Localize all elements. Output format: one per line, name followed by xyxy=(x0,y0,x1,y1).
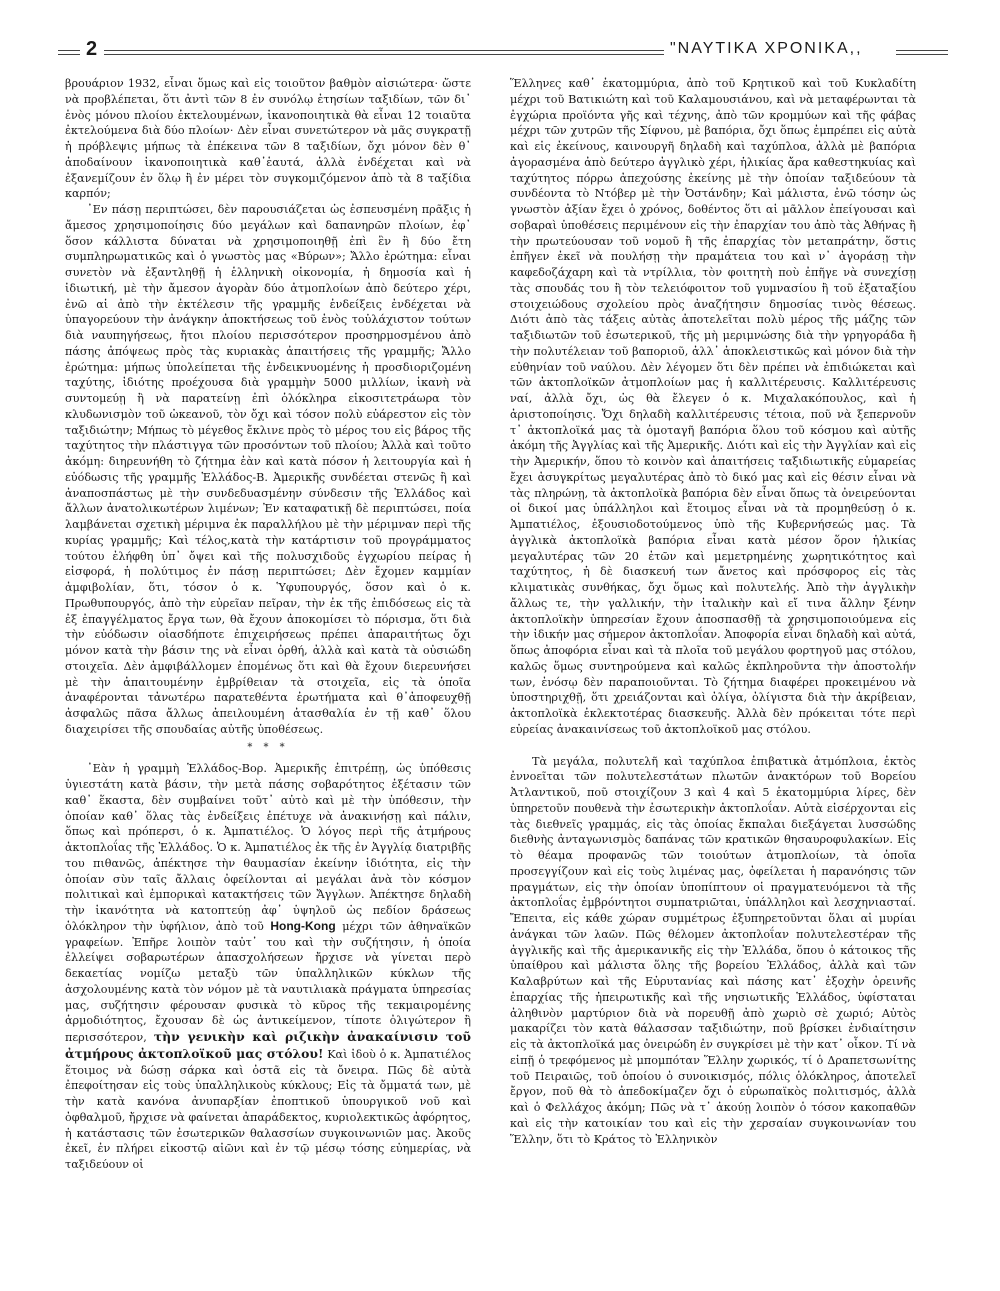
paragraph: Ἕλληνες καθ᾽ ἑκατομμύρια, ἀπὸ τοῦ Κρητικοῦ καὶ τοῦ Κυκλαδίτη μέχρι τοῦ Βατικιώτη καὶ τοῦ Καλαμουσιάνου, καὶ νὰ μεταφέρωνται τὰ ἐγχώρια προϊόντα γῆς καὶ τέχνης, ἀπὸ τῶν κρομμύων καὶ τῆς φάβας μέχρι τῶν χυτρῶν τῆς Σίφνου, μὲ βαπόρια, ὄχι ὅπως ἐμπρέπει εἰς αὐτὰ καὶ εἰς ἐκείνους, καινουργῆ δηλαδὴ καὶ ταχύπλοα, ἀλλὰ μὲ βαπόρια ἀγορασμένα ἀπὸ δεύτερο ἀγγλικὸ χέρι, ἡλικίας ἄρα καθεστηκυίας καὶ ταχύτητος πόρρω ἀπεχούσης ἐκείνης μὲ τὴν ὁποίαν ταξιδεύουν τὰ συνδέοντα τὸ Ντόβερ μὲ τὴν Ὀστάνδην; Καὶ μάλιστα, ἐνῶ τόσην ὡς γνωστὸν ἀξίαν ἔχει ὁ χρόνος, δοθέντος ὅτι αἱ μᾶλλον ἐπείγουσαι καὶ σοβαραὶ ὑποθέσεις περιμένουν εἰς τὴν ἐπαρχίαν του ἀπὸ τὰς Ἀθήνας ἢ τὴν πρωτεύουσαν τοῦ νομοῦ ἢ τῆς ἐπαρχίας τὸν μεταπράτην, ὅστις ἐπῆγεν ἐκεῖ νὰ πουλήσῃ τὴν πραμάτεια του καὶ ν᾽ ἀγοράσῃ τὴν καφεδοζάχαρη καὶ τὰ ντρίλλια, τὸν φοιτητὴ ποὺ ἐπῆγε νὰ συνεχίσῃ τὰς σπουδάς του ἢ τὸν τελειόφοιτον τοῦ γυμνασίου ἢ τοῦ ἐξαταξίου στοιχειώδους σχολείου πρὸς ἀναζήτησιν δημοσίας τινὸς θέσεως. Διότι ἀπὸ τὰς τάξεις αὐτὰς ἀποτελεῖται πολὺ μέρος τῆς μάζης τῶν ταξιδιωτῶν τοῦ ἐσωτερικοῦ, τῆς μὴ μεριμνώσης διὰ τὴν γρηγοράδα ἢ τὴν πολυτέλειαν τοῦ βαποριοῦ, ἀλλ᾽ ἀποκλειστικῶς καὶ μόνον διὰ τὴν εὐθηνίαν τοῦ ναύλου. Δὲν λέγομεν ὅτι δὲν πρέπει νὰ ἐπιδιώκεται καὶ τῶν ἀκτοπλοϊκῶν ἀτμοπλοίων μας ἡ καλλιτέρευσις. Καλλιτέρευσις ναί, ἀλλὰ ὄχι, ὡς θὰ ἔλεγεν ὁ κ. Μιχαλακόπουλος, καὶ ἡ ἀριστοποίησις. Ὄχι δηλαδὴ καλλιτέρευσις τέτοια, ποῦ νὰ ξεπερνοῦν τ᾽ ἀκτοπλοϊκά μας τὰ ὁμοταγῆ βαπόρια ὅλου τοῦ κόσμου καὶ αὐτῆς ἀκόμη τῆς Ἀγγλίας καὶ τῆς Ἀμερικῆς. Διότι καὶ εἰς τὴν Ἀγγλίαν καὶ εἰς τὴν Ἀμερικήν, ὅπου τὸ κοινὸν καὶ ἀπαιτήσεις ταξιδιωτικῆς εὐμαρείας ἔχει ἀσυγκρίτως μεγαλυτέρας ἀπὸ τὸ δικό μας καὶ εἰς θέσιν εἶναι νὰ τὰς πληρώνῃ, τὰ ἀκτοπλοϊκὰ βαπόρια δὲν εἶναι ὅπως τὰ ὀνειρεύονται οἱ δικοί μας ὑπάλληλοι καὶ ἕτοιμος εἶναι νὰ τὰ προμηθεύσῃ ὁ κ. Ἀμπατιέλος, ἐξουσιοδοτούμενος ὑπὸ τῆς Κυβερνήσεώς μας. Τὰ ἀγγλικὰ ἀκτοπλοϊκὰ βαπόρια εἶναι κατὰ μέσον ὅρον ἡλικίας μεγαλυτέρας τῶν 20 ἐτῶν καὶ μεμετρημένης χωρητικότητος καὶ ταχύτητος, ἡ δὲ διασκευή των ἄνετος καὶ πρόσφορος εἰς τὰς κλιματικὰς συνθήκας, ὄχι ὅμως καὶ πολυτελής. Ἀπὸ τὴν ἀγγλικὴν ἄλλως τε, τὴν γαλλικήν, τὴν ἰταλικὴν καὶ εἴ τινα ἄλλην ξένην ἀκτοπλοϊκὴν ὑπηρεσίαν ἔχουν ἀποσπασθῇ τὰ χρησιμοποιούμενα εἰς τὴν ἰδικήν μας σήμερον ἀκτοπλοΐαν. Ἀποφορία εἶναι δηλαδὴ καὶ αὐτά, ὅπως ἀποφόρια εἶναι καὶ τὰ πλοῖα τοῦ μεγάλου φορτηγοῦ μας στόλου, καλῶς ὅμως συντηρούμενα καὶ καλῶς ἐκπληροῦντα τὴν ἀποστολήν των, ἐνόσῳ δὲν παραποιοῦνται. Τὸ ζήτημα διαφέρει προκειμένου νὰ ὑποστηριχθῇ, ὅτι χρειάζονται καὶ ὀλίγα, ὀλίγιστα διὰ τὴν ἀκρίβειαν, ἀκτοπλοϊκὰ ἐκλεκτοτέρας διασκευῆς. Ἀλλὰ δὲν πρόκειται τότε περὶ εὐρείας ἀνακαινίσεως τοῦ ἀκτοπλοϊκοῦ μας στόλου. xyxy=(510,77,916,736)
header-rule xyxy=(58,54,80,55)
journal-title: "ΝΑΥΤΙΚΑ ΧΡΟΝΙΚΑ,, xyxy=(670,40,863,57)
header-rule xyxy=(896,50,948,51)
header-rule xyxy=(104,54,664,55)
page-header xyxy=(58,36,948,66)
section-separator: * * * xyxy=(247,741,289,753)
page-number: 2 xyxy=(86,38,98,60)
right-column xyxy=(510,76,916,1256)
place-name: Hong-Kong xyxy=(270,918,336,933)
left-column xyxy=(65,76,471,1256)
header-rule xyxy=(104,50,664,51)
header-rule xyxy=(58,50,80,51)
paragraph-gap xyxy=(510,738,916,754)
paragraph: ᾽Εν πάσῃ περιπτώσει, δὲν παρουσιάζεται ὡς ἐσπευσμένη πρᾶξις ἡ ἄμεσος χρησιμοποίησις δύο μεγάλων καὶ δαπανηρῶν πλοίων, ἐφ᾽ ὅσον κάλλιστα δύναται νὰ χρησιμοποιηθῇ ἐπὶ ἓν ἢ δύο ἔτη συμπληρωματικῶς καὶ ὁ γνωστὸς μας «Βύρων»; Ἄλλο ἐρώτημα: εἶναι συνετὸν νὰ ἐξαντληθῇ ἡ ἑλληνικὴ οἰκονομία, ἡ δημοσία καὶ ἡ ἰδιωτική, μὲ τὴν ἄμεσον ἀγορὰν δύο ἀτμοπλοίων ἀπὸ δεύτερο χέρι, ἐνῶ αἱ ἀπὸ τὴν ἐκτέλεσιν τῆς γραμμῆς ἐνδείξεις ἐνδέχεται νὰ ὑπαγορεύουν τὴν ἀνάγκην ἀποκτήσεως τοῦ ἑνὸς τοὐλάχιστον τούτων διὰ ναυπηγήσεως, ἤτοι πλοίου περισσότερον προσηρμοσμένου ἀπὸ πάσης ἀπόψεως πρὸς τὰς κυριακὰς ἀπαιτήσεις τῆς γραμμῆς; Ἄλλο ἐρώτημα: μήπως ὑπολείπεται τῆς ἐνδεικνυομένης ἡ προσδιοριζομένη ταχύτης, ἰδιότης προέχουσα διὰ γραμμὴν 5000 μιλλίων, ἱκανὴ νὰ συντομεύῃ ἢ νὰ παρατείνῃ ἐπὶ ὁλόκληρα εἰκοσιτετράωρα τὸν κλυδωνισμὸν τοῦ ὠκεανοῦ, τὸν ὄχι καὶ τόσον πολὺ εὐάρεστον εἰς τὸν ταξιδιώτην; Μήπως τὸ μέγεθος ἔκλινε πρὸς τὸ μέρος του εἰς βάρος τῆς ταχύτητος τὴν πλάστιγγα τῶν προσόντων τοῦ πλοίου; Ἀλλὰ καὶ τοῦτο ἀκόμη: διηρευνήθη τὸ ζήτημα ἐὰν καὶ κατὰ πόσον ἡ λειτουργία καὶ ἡ εὐόδωσις τῆς γραμμῆς Ἑλλάδος-Β. Ἀμερικῆς συνδέεται στενῶς ἢ καὶ ἀναποσπάστως μὲ τὴν συνδεδυασμένην σύνδεσιν τῆς Ἑλλάδος καὶ ἄλλων ἀνατολικωτέρων λιμένων; Ἐν καταφατικῇ δὲ περιπτώσει, ποία λαμβάνεται σχετικὴ μέριμνα ἐκ παραλλήλου μὲ τὴν μέριμναν περὶ τῆς κυρίας γραμμῆς; Καὶ τέλος,κατὰ τὴν κατάρτισιν τοῦ προγράμματος τούτου ἐλήφθη ὑπ᾽ ὄψει καὶ τῆς πολυσχιδοῦς ἐγχωρίου πείρας ἡ εἰσφορά, ἡ πολύτιμος ἐν πάσῃ περιπτώσει; Δὲν ἔχομεν καμμίαν ἀμφιβολίαν, ὅτι, τόσον ὁ κ. Ὑφυπουργός, ὅσον καὶ ὁ κ. Πρωθυπουργός, ἀπὸ τὴν εὐρεῖαν πεῖραν, τὴν ἐκ τῆς ἐπιδόσεως εἰς τὰ ἐξ ἐπαγγέλματος ἔργα των, θὰ ἔχουν ἀποκομίσει τὸ πόρισμα, ὅτι διὰ τὴν εὐόδωσιν οἱασδήποτε ἐπιχειρήσεως πρέπει ἀπαραιτήτως ὄχι μόνον κατὰ τὴν βάσιν της νὰ εἶναι ὀρθή, ἀλλὰ καὶ κατὰ τὰ οὐσιώδη στοιχεῖα. Δὲν ἀμφιβάλλομεν ἑπομένως ὅτι καὶ θὰ ἔχουν διερευνήσει μὲ τὴν ἀπαιτουμένην ἐμβρίθειαν τὰ στοιχεῖα, εἰς τὰ ὁποῖα ἀναφέρονται τἀνωτέρω παρατεθέντα ἐρωτήματα καὶ θ᾽ἀποφευχθῇ ἀσφαλῶς πᾶσα ἄλλως ἀπειλουμένη ἀτασθαλία ἐν τῇ καθ᾽ ὅλου διαχειρίσει τῆς σπουδαίας αὐτῆς ὑποθέσεως. xyxy=(65,203,471,736)
paragraph xyxy=(65,761,471,1173)
paragraph-text: Καὶ ἰδοὺ ὁ κ. Ἀμπατιέλος ἕτοιμος νὰ δώσῃ σάρκα καὶ ὀστᾶ εἰς τὰ ὄνειρα. Πῶς δὲ αὐτὰ ἐπεφοίτησαν εἰς τοὺς ὑπαλληλικοὺς κύκλους; Εἰς τὰ ὄμματά των, μὲ τὴν κατὰ κανόνα ἀνυπαρξίαν ἐποπτικοῦ ὑπουργικοῦ νοῦ καὶ ὀφθαλμοῦ, ἤρχισε νὰ φαίνεται ἀπαράδεκτος, κυριολεκτικῶς ἀφόρητος, ἡ κατάστασις τῶν ἐσωτερικῶν θαλασσίων συγκοινωνιῶν μας. Ἀκοῦς ἐκεῖ, ἐν πλήρει εἰκοστῷ αἰῶνι καὶ ἐν τῷ μέσῳ τόσης εὐημερίας, νὰ ταξιδεύουν οἱ xyxy=(65,1047,471,1171)
emphasized-text: τὴν γενικὴν καὶ ριζικὴν ἀνακαίνισιν τοῦ ἀτμήρους ἀκτοπλοϊκοῦ μας στόλου! xyxy=(65,1029,471,1061)
paragraph-text: μέχρι τῶν ἀθηναϊκῶν γραφείων. Ἐπῆρε λοιπὸν ταὐτ᾽ του καὶ τὴν συζήτησιν, ἡ ὁποία ἐλλείψει σοβαρωτέρων ἀπασχολήσεων ἤρχισε νὰ γίνεται περὸ δεκαετίας νομίζω μεταξὺ τῶν ὑπαλληλικῶν κύκλων τῆς ἀσχολουμένης κατὰ τὸν νόμον μὲ τὰ ναυτιλιακὰ πράγματα ὑπηρεσίας μας, συζήτησιν φέρουσαν φυσικὰ τὸ κῦρος τῆς τεκμαιρομένης ἁρμοδιότητος, ἔχουσαν δὲ ὡς ἀντικείμενον, τίποτε ὀλιγώτερον ἢ περισσότερον, xyxy=(65,919,471,1044)
header-rule xyxy=(896,54,948,55)
paragraph-text: ᾽Εὰν ἡ γραμμὴ Ἑλλάδος-Βορ. Ἀμερικῆς ἐπιτρέπῃ, ὡς ὑπόθεσις ὑγιεστάτη κατὰ βάσιν, τὴν μετὰ πάσης σοβαρότητος ἐξέτασιν τῶν καθ᾽ ἕκαστα, δὲν συμβαίνει τοῦτ᾽ αὐτὸ καὶ μὲ τὴν ὑπόθεσιν, τὴν ὁποίαν καθ᾽ ὅλας τὰς ἐνδείξεις ἐπέτυχε νὰ ἀνακινήσῃ καὶ πάλιν, ὅπως καὶ πρόπερσι, ὁ κ. Ἀμπατιέλος. Ὁ λόγος περὶ τῆς ἀτμήρους ἀκτοπλοΐας τῆς Ἑλλάδος. Ὁ κ. Ἀμπατιέλος ἐκ τῆς ἐν Ἀγγλίᾳ διατριβῆς του πιθανῶς, ἀπέκτησε τὴν θαυμασίαν ἐκείνην ἰδιότητα, εἰς τὴν ὁποίαν σὺν ταῖς ἄλλαις ὀφείλονται αἱ μεγάλαι ἀνὰ τὸν κόσμον πολιτικαὶ καὶ ἐμπορικαὶ κατακτήσεις τῶν Ἄγγλων. Ἀπέκτησε δηλαδὴ τὴν ἱκανότητα νὰ κατοπτεύῃ ἀφ᾽ ὑψηλοῦ ὡς πεδίον δράσεως ὁλόκληρον τὴν ὑφήλιον, ἀπὸ τοῦ xyxy=(65,762,471,933)
paragraph: βρουάριον 1932, εἶναι ὅμως καὶ εἰς τοιοῦτον βαθμὸν αἰσιώτερα· ὥστε νὰ προβλέπεται, ὅτι ἀντὶ τῶν 8 ἐν συνόλῳ ἐτησίων ταξιδίων, τῶν δι᾽ ἑνὸς μόνου πλοίου ἐκτελουμένων, ἱκανοποιητικὰ θὰ εἶναι 12 τοιαῦτα ἐκτελούμενα διὰ δύο πλοίων· Δὲν εἶναι συνετώτερον νὰ μᾶς συγκρατῇ ἡ πρόβλεψις μήπως τὰ ἐπέκεινα τῶν 8 ταξιδίων, ὄχι μόνον δὲν θ᾽ ἀποδαίνουν ἱκανοποιητικὰ καθ᾽ἑαυτά, ἀλλὰ ἐνδέχεται καὶ νὰ ἐξανεμίζουν ἐν ὅλῳ ἢ ἐν μέρει τὸν συγκομιζόμενον ἀπὸ τὰ 8 ταξίδια καρπόν; xyxy=(65,77,471,201)
paragraph: Τὰ μεγάλα, πολυτελῆ καὶ ταχύπλοα ἐπιβατικὰ ἀτμόπλοια, ἐκτὸς ἐννοεῖται τῶν πολυτελεστάτων πλωτῶν ἀνακτόρων τοῦ Βορείου Ἀτλαντικοῦ, ποῦ στοιχίζουν 3 καὶ 4 καὶ 5 ἑκατομμύρια λίρες, δὲν ὑπηρετοῦν πουθενὰ τὴν ἐσωτερικὴν ἀκτοπλοΐαν. Αὐτὰ εἰσέρχονται εἰς τὰς διεθνεῖς γραμμάς, εἰς τὰς ὁποίας ἔκπαλαι διεξάγεται λυσσώδης διεθνὴς ἀνταγωνισμὸς δαπάνας τῶν κρατικῶν θησαυροφυλακίων. Εἰς τὸ θέαμα προφανῶς τῶν τοιούτων ἀτμοπλοίων, τὰ ὁποῖα προσεγγίζουν καὶ εἰς τοὺς λιμένας μας, ὀφείλεται ἡ παρανόησις τῶν πραγμάτων, εἰς τὴν ὁποίαν ὑποπίπτουν οἱ πραγματευόμενοι τὰ τῆς ἀκτοπλοΐας ἐμβρόντητοι συμπατριῶται, ὑπάλληλοι καὶ λεσχηνιασταί. Ἔπειτα, εἰς κάθε χώραν συμμέτρως ἐξυπηρετοῦνται ὅλαι αἱ μυρίαι ἀνάγκαι τῶν λαῶν. Πῶς θέλομεν ἀκτοπλοΐαν πολυτελεστέραν τῆς ἀγγλικῆς καὶ τῆς ἀμερικανικῆς εἰς τὴν Ἑλλάδα, ὅπου ὁ κάτοικος τῆς ὑπαίθρου καὶ μάλιστα ὅλης τῆς βορείου Ἑλλάδος, ἀλλὰ καὶ τῶν Καλαβρύτων καὶ τῆς Εὐρυτανίας καὶ πάσης κατ᾽ ἐξοχὴν ὀρεινῆς ἐπαρχίας τῆς ἠπειρωτικῆς καὶ τῆς νησιωτικῆς Ἑλλάδος, ὑφίσταται ἀληθινὸν μαρτύριον διὰ νὰ πορευθῇ ἀπὸ χωριὸ σὲ χωριό; Αὐτὸς μακαρίζει τὸν κατὰ θάλασσαν ταξιδιώτην, ποῦ βρίσκει ἐνδιαίτησιν εἰς τὰ ἀκτοπλοϊκά μας ὀνειρώδη ἐν συγκρίσει μὲ τὴν κατ᾽ οἶκον. Τί νὰ εἰπῇ ὁ τρεφόμενος μὲ μπομπόταν Ἕλλην χωρικός, τί ὁ Δραπετσωνίτης τοῦ Πειραιῶς, τοῦ ὁποίου ὁ συνοικισμός, πόλις ὁλόκληρος, ἀποτελεῖ ἔργον, ποῦ θὰ τὸ ἀπεδοκίμαζεν ὄχι ὁ εὐρωπαϊκὸς πολιτισμός, ἀλλὰ καὶ ὁ Φελλάχος ἀκόμη; Πῶς νὰ τ᾽ ἀκούῃ λοιπὸν ὁ τόσον κακοπαθῶν καὶ εἰς τὴν κατοικίαν του καὶ εἰς τὴν χερσαίαν συγκοινωνίαν του Ἕλλην, ὅτι τὸ Κράτος τὸ Ἑλληνικὸν xyxy=(510,754,916,1146)
